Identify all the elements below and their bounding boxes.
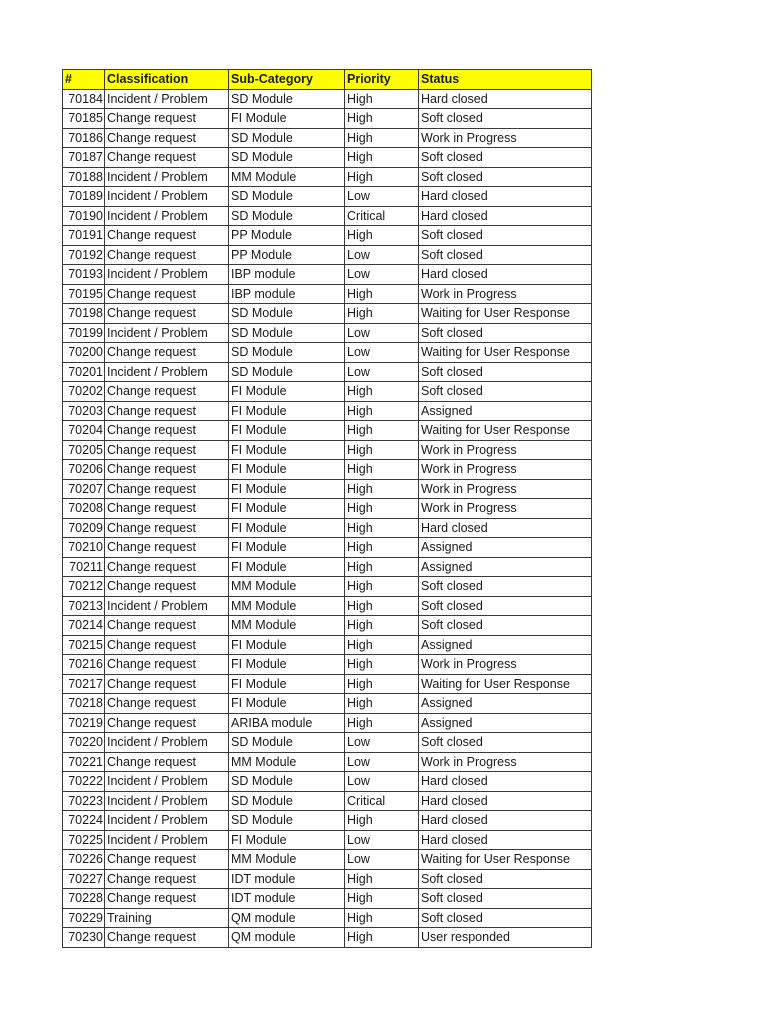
status-cell: Hard closed [419,830,592,850]
status-cell: Assigned [419,694,592,714]
sub-category-cell: MM Module [229,577,345,597]
sub-category-cell: IBP module [229,284,345,304]
sub-category-cell: SD Module [229,148,345,168]
sub-category-cell: ARIBA module [229,713,345,733]
priority-cell: High [345,401,419,421]
table-row [63,265,592,285]
priority-cell: High [345,499,419,519]
classification-cell: Change request [105,382,229,402]
status-cell: Soft closed [419,167,592,187]
table-row [63,89,592,109]
table-row [63,167,592,187]
table-row [63,596,592,616]
sub-category-cell: MM Module [229,167,345,187]
ticket-id-cell: 70199 [63,323,105,343]
status-cell: Hard closed [419,791,592,811]
classification-cell: Change request [105,577,229,597]
priority-cell: High [345,538,419,558]
status-cell: Hard closed [419,206,592,226]
table-row [63,304,592,324]
ticket-id-cell: 70208 [63,499,105,519]
ticket-id-cell: 70222 [63,772,105,792]
table-row [63,635,592,655]
priority-cell: High [345,226,419,246]
sub-category-cell: SD Module [229,733,345,753]
priority-cell: High [345,908,419,928]
priority-cell: Low [345,772,419,792]
status-cell: Hard closed [419,89,592,109]
status-cell: Hard closed [419,772,592,792]
priority-cell: High [345,304,419,324]
classification-cell: Change request [105,284,229,304]
table-row [63,850,592,870]
classification-cell: Change request [105,538,229,558]
ticket-id-cell: 70207 [63,479,105,499]
status-cell: Soft closed [419,226,592,246]
sub-category-cell: FI Module [229,440,345,460]
sub-category-cell: MM Module [229,616,345,636]
status-cell: Soft closed [419,889,592,909]
sub-category-cell: FI Module [229,499,345,519]
table-row [63,187,592,207]
classification-cell: Change request [105,421,229,441]
priority-cell: Low [345,343,419,363]
status-cell: Assigned [419,635,592,655]
status-cell: Soft closed [419,596,592,616]
ticket-id-cell: 70226 [63,850,105,870]
table-row [63,538,592,558]
priority-cell: Low [345,265,419,285]
sub-category-cell: SD Module [229,128,345,148]
sub-category-cell: FI Module [229,694,345,714]
classification-cell: Change request [105,226,229,246]
ticket-id-cell: 70204 [63,421,105,441]
sub-category-cell: FI Module [229,479,345,499]
priority-cell: Low [345,850,419,870]
sub-category-cell: MM Module [229,850,345,870]
table-row [63,343,592,363]
priority-cell: High [345,479,419,499]
table-body [63,89,592,947]
ticket-id-cell: 70212 [63,577,105,597]
table-row [63,733,592,753]
sub-category-cell: FI Module [229,830,345,850]
classification-cell: Incident / Problem [105,265,229,285]
ticket-id-cell: 70201 [63,362,105,382]
classification-cell: Change request [105,713,229,733]
table-row [63,460,592,480]
ticket-id-cell: 70218 [63,694,105,714]
priority-cell: Low [345,362,419,382]
priority-cell: High [345,869,419,889]
classification-cell: Incident / Problem [105,362,229,382]
sub-category-cell: FI Module [229,518,345,538]
ticket-id-cell: 70220 [63,733,105,753]
sub-category-cell: FI Module [229,460,345,480]
status-cell: Hard closed [419,265,592,285]
status-cell: Soft closed [419,382,592,402]
ticket-id-cell: 70215 [63,635,105,655]
table-row [63,674,592,694]
ticket-id-cell: 70221 [63,752,105,772]
table-row [63,616,592,636]
table-row [63,752,592,772]
priority-cell: High [345,616,419,636]
table-row [63,479,592,499]
ticket-id-cell: 70200 [63,343,105,363]
sub-category-cell: FI Module [229,674,345,694]
status-cell: Soft closed [419,109,592,129]
classification-cell: Change request [105,674,229,694]
ticket-id-cell: 70188 [63,167,105,187]
priority-cell: High [345,148,419,168]
status-cell: Soft closed [419,869,592,889]
classification-cell: Change request [105,148,229,168]
ticket-id-cell: 70193 [63,265,105,285]
ticket-id-cell: 70203 [63,401,105,421]
classification-cell: Change request [105,869,229,889]
table-row [63,245,592,265]
classification-cell: Change request [105,440,229,460]
classification-cell: Incident / Problem [105,323,229,343]
table-row [63,323,592,343]
status-cell: Waiting for User Response [419,421,592,441]
priority-cell: Low [345,752,419,772]
ticket-id-cell: 70205 [63,440,105,460]
ticket-id-cell: 70189 [63,187,105,207]
classification-cell: Change request [105,460,229,480]
ticket-id-cell: 70187 [63,148,105,168]
table-row [63,109,592,129]
priority-cell: High [345,167,419,187]
table-row [63,499,592,519]
status-cell: Work in Progress [419,655,592,675]
status-cell: Assigned [419,713,592,733]
ticket-id-cell: 70227 [63,869,105,889]
header-row [63,70,592,90]
priority-cell: High [345,382,419,402]
classification-cell: Change request [105,304,229,324]
table-row [63,928,592,948]
table-row [63,869,592,889]
sub-category-cell: FI Module [229,401,345,421]
sub-category-cell: MM Module [229,596,345,616]
ticket-id-cell: 70214 [63,616,105,636]
ticket-id-cell: 70185 [63,109,105,129]
sub-category-cell: FI Module [229,635,345,655]
priority-cell: High [345,440,419,460]
status-cell: Hard closed [419,811,592,831]
status-cell: Assigned [419,557,592,577]
priority-cell: High [345,811,419,831]
priority-cell: Low [345,245,419,265]
classification-cell: Change request [105,928,229,948]
priority-cell: High [345,577,419,597]
sub-category-cell: SD Module [229,772,345,792]
status-cell: Waiting for User Response [419,674,592,694]
classification-cell: Change request [105,616,229,636]
classification-cell: Incident / Problem [105,811,229,831]
classification-cell: Incident / Problem [105,596,229,616]
status-cell: User responded [419,928,592,948]
status-cell: Soft closed [419,908,592,928]
status-cell: Soft closed [419,323,592,343]
priority-cell: High [345,674,419,694]
status-cell: Work in Progress [419,499,592,519]
status-cell: Hard closed [419,518,592,538]
sub-category-cell: PP Module [229,245,345,265]
status-cell: Waiting for User Response [419,304,592,324]
ticket-id-cell: 70211 [63,557,105,577]
classification-cell: Change request [105,109,229,129]
table-row [63,148,592,168]
table-row [63,362,592,382]
classification-cell: Incident / Problem [105,167,229,187]
column-header-classification: Classification [105,70,229,90]
classification-cell: Change request [105,557,229,577]
sub-category-cell: SD Module [229,791,345,811]
status-cell: Soft closed [419,245,592,265]
table-row [63,791,592,811]
status-cell: Work in Progress [419,284,592,304]
status-cell: Hard closed [419,187,592,207]
ticket-id-cell: 70202 [63,382,105,402]
sub-category-cell: FI Module [229,557,345,577]
classification-cell: Change request [105,694,229,714]
priority-cell: Critical [345,791,419,811]
classification-cell: Change request [105,752,229,772]
ticket-id-cell: 70191 [63,226,105,246]
table-row [63,772,592,792]
sub-category-cell: QM module [229,928,345,948]
status-cell: Work in Progress [419,440,592,460]
sub-category-cell: SD Module [229,811,345,831]
classification-cell: Incident / Problem [105,89,229,109]
sub-category-cell: PP Module [229,226,345,246]
ticket-table [62,69,592,948]
ticket-id-cell: 70230 [63,928,105,948]
sub-category-cell: SD Module [229,89,345,109]
column-header-sub-category: Sub-Category [229,70,345,90]
ticket-id-cell: 70228 [63,889,105,909]
classification-cell: Incident / Problem [105,187,229,207]
classification-cell: Change request [105,655,229,675]
classification-cell: Change request [105,635,229,655]
priority-cell: High [345,128,419,148]
table-row [63,830,592,850]
table-row [63,421,592,441]
priority-cell: High [345,694,419,714]
classification-cell: Incident / Problem [105,791,229,811]
ticket-id-cell: 70186 [63,128,105,148]
classification-cell: Change request [105,401,229,421]
priority-cell: High [345,421,419,441]
classification-cell: Change request [105,479,229,499]
sub-category-cell: IDT module [229,869,345,889]
priority-cell: High [345,635,419,655]
table-row [63,128,592,148]
classification-cell: Change request [105,518,229,538]
status-cell: Waiting for User Response [419,850,592,870]
ticket-id-cell: 70190 [63,206,105,226]
sub-category-cell: QM module [229,908,345,928]
status-cell: Soft closed [419,148,592,168]
status-cell: Assigned [419,401,592,421]
priority-cell: High [345,460,419,480]
classification-cell: Incident / Problem [105,733,229,753]
ticket-id-cell: 70223 [63,791,105,811]
priority-cell: Critical [345,206,419,226]
priority-cell: High [345,89,419,109]
ticket-id-cell: 70210 [63,538,105,558]
priority-cell: Low [345,323,419,343]
table-row [63,382,592,402]
sub-category-cell: SD Module [229,304,345,324]
priority-cell: Low [345,187,419,207]
status-cell: Assigned [419,538,592,558]
classification-cell: Change request [105,850,229,870]
classification-cell: Change request [105,889,229,909]
sub-category-cell: FI Module [229,382,345,402]
priority-cell: High [345,596,419,616]
sub-category-cell: IDT module [229,889,345,909]
ticket-id-cell: 70195 [63,284,105,304]
ticket-id-cell: 70229 [63,908,105,928]
sub-category-cell: MM Module [229,752,345,772]
ticket-id-cell: 70206 [63,460,105,480]
classification-cell: Change request [105,128,229,148]
sub-category-cell: FI Module [229,421,345,441]
ticket-id-cell: 70192 [63,245,105,265]
table-row [63,557,592,577]
sub-category-cell: FI Module [229,655,345,675]
sub-category-cell: SD Module [229,187,345,207]
classification-cell: Change request [105,245,229,265]
table-row [63,401,592,421]
ticket-id-cell: 70225 [63,830,105,850]
sub-category-cell: IBP module [229,265,345,285]
priority-cell: High [345,518,419,538]
ticket-id-cell: 70209 [63,518,105,538]
table-row [63,811,592,831]
classification-cell: Incident / Problem [105,772,229,792]
priority-cell: High [345,889,419,909]
priority-cell: High [345,284,419,304]
sub-category-cell: FI Module [229,109,345,129]
priority-cell: High [345,557,419,577]
ticket-id-cell: 70213 [63,596,105,616]
table-row [63,908,592,928]
table-row [63,206,592,226]
column-header-status: Status [419,70,592,90]
priority-cell: High [345,713,419,733]
status-cell: Work in Progress [419,479,592,499]
classification-cell: Training [105,908,229,928]
priority-cell: Low [345,733,419,753]
priority-cell: High [345,928,419,948]
table-row [63,440,592,460]
classification-cell: Change request [105,499,229,519]
sub-category-cell: SD Module [229,343,345,363]
column-header-id: # [63,70,105,90]
ticket-id-cell: 70219 [63,713,105,733]
table-row [63,713,592,733]
classification-cell: Incident / Problem [105,830,229,850]
priority-cell: High [345,655,419,675]
sub-category-cell: FI Module [229,538,345,558]
table-row [63,577,592,597]
status-cell: Waiting for User Response [419,343,592,363]
status-cell: Work in Progress [419,460,592,480]
ticket-id-cell: 70216 [63,655,105,675]
column-header-priority: Priority [345,70,419,90]
sub-category-cell: SD Module [229,323,345,343]
sub-category-cell: SD Module [229,206,345,226]
ticket-id-cell: 70184 [63,89,105,109]
status-cell: Soft closed [419,616,592,636]
priority-cell: Low [345,830,419,850]
status-cell: Soft closed [419,362,592,382]
classification-cell: Change request [105,343,229,363]
status-cell: Work in Progress [419,128,592,148]
status-cell: Soft closed [419,733,592,753]
status-cell: Soft closed [419,577,592,597]
table-row [63,694,592,714]
ticket-id-cell: 70198 [63,304,105,324]
table-row [63,284,592,304]
priority-cell: High [345,109,419,129]
sub-category-cell: SD Module [229,362,345,382]
classification-cell: Incident / Problem [105,206,229,226]
table-row [63,655,592,675]
table-row [63,889,592,909]
table-row [63,226,592,246]
status-cell: Work in Progress [419,752,592,772]
ticket-id-cell: 70217 [63,674,105,694]
table-row [63,518,592,538]
ticket-id-cell: 70224 [63,811,105,831]
